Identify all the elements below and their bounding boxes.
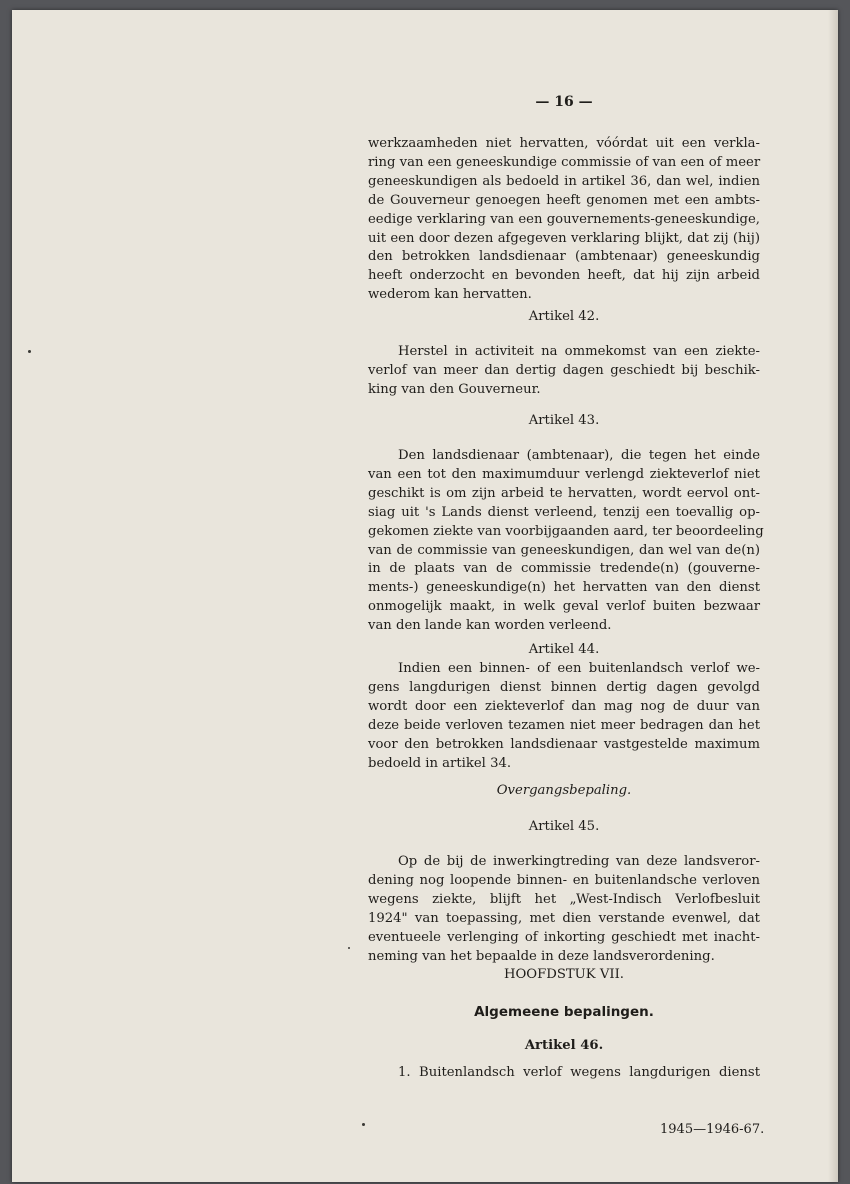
text-line: 1. Buitenlandsch verlof wegens langdurigen dienst — [398, 1065, 760, 1080]
text-line: ring van een geneeskundige commissie of van een of meer — [368, 154, 761, 170]
text-line: onmogelijk maakt, in welk geval verlof buiten bezwaar — [368, 599, 760, 615]
article-43-body — [368, 447, 764, 636]
text-line: king van den Gouverneur. — [368, 381, 541, 397]
article-46-heading: Artikel 46. — [524, 1038, 604, 1053]
article-46-body — [368, 1064, 760, 1083]
transitional-provision-heading: Overgangsbepaling. — [496, 783, 632, 798]
text-line: Herstel in activiteit na ommekomst van een ziekte- — [398, 344, 760, 359]
text-line: gekomen ziekte van voorbijgaanden aard, ter beoordeeling — [368, 523, 764, 539]
text-line: wordt door een ziekteverlof dan mag nog de duur van — [368, 698, 760, 714]
article-44-heading: Artikel 44. — [528, 642, 600, 657]
text-line: in de plaats van de commissie tredende(n) (gouverne- — [368, 561, 760, 577]
article-44-body — [368, 660, 760, 773]
text-line: wederom kan hervatten. — [368, 287, 532, 303]
text-line: uit een door dezen afgegeven verklaring blijkt, dat zij (hij) — [368, 230, 760, 246]
chapter-title: Algemeene bepalingen. — [474, 1004, 654, 1020]
paper-speck — [348, 947, 350, 949]
text-line: deze beide verloven tezamen niet meer bedragen dan het — [368, 717, 760, 733]
article-43-heading: Artikel 43. — [528, 413, 600, 428]
article-45-heading: Artikel 45. — [528, 819, 600, 834]
text-line: wegens ziekte, blijft het „West-Indisch Verlofbesluit — [368, 891, 760, 907]
text-line: gens langdurigen dienst binnen dertig dagen gevolgd — [368, 679, 760, 695]
text-line: dening nog loopende binnen- en buitenlandsche verloven — [368, 872, 760, 888]
text-line: heeft onderzocht en bevonden heeft, dat hij zijn arbeid — [368, 268, 760, 284]
text-line: de Gouverneur genoegen heeft genomen met een ambts- — [368, 192, 760, 208]
text-line: van de commissie van geneeskundigen, dan wel van de(n) — [368, 542, 760, 558]
text-line: eedige verklaring van een gouvernements-geneeskundige, — [368, 211, 760, 227]
text-line: Op de bij de inwerkingtreding van deze landsveror- — [398, 854, 760, 869]
text-line: van den lande kan worden verleend. — [368, 618, 612, 634]
text-line: werkzaamheden niet hervatten, vóórdat uit een verkla- — [368, 136, 760, 151]
text-line: neming van het bepaalde in deze landsverordening. — [368, 948, 715, 964]
page-edge-shadow — [828, 10, 838, 1182]
article-45-body — [368, 853, 760, 966]
chapter-heading: HOOFDSTUK VII. — [504, 967, 624, 982]
document-page — [12, 10, 838, 1182]
text-line: verlof van meer dan dertig dagen geschiedt bij beschik- — [368, 362, 760, 378]
text-line: Indien een binnen- of een buitenlandsch verlof we- — [398, 661, 760, 676]
page-number: — 16 — — [535, 94, 593, 110]
article-42-heading: Artikel 42. — [528, 309, 600, 324]
intro-paragraph — [368, 135, 760, 305]
text-line: voor den betrokken landsdienaar vastgestelde maximum — [368, 736, 760, 752]
text-line: van een tot den maximumduur verlengd ziekteverlof niet — [368, 466, 760, 482]
text-line: siag uit 's Lands dienst verleend, tenzij een toevallig op- — [368, 504, 760, 520]
document-code: 1945—1946-67. — [660, 1122, 765, 1137]
text-line: den betrokken landsdienaar (ambtenaar) geneeskundig — [368, 249, 760, 265]
text-line: geneeskundigen als bedoeld in artikel 36, dan wel, indien — [368, 173, 760, 189]
paper-speck — [28, 350, 31, 353]
text-line: geschikt is om zijn arbeid te hervatten, wordt eervol ont- — [368, 485, 760, 501]
text-line: 1924" van toepassing, met dien verstande evenwel, dat — [368, 910, 760, 926]
text-line: ments-) geneeskundige(n) het hervatten van den dienst — [368, 580, 760, 596]
paper-speck — [362, 1123, 365, 1126]
text-line: Den landsdienaar (ambtenaar), die tegen het einde — [398, 448, 760, 463]
text-line: bedoeld in artikel 34. — [368, 755, 512, 771]
text-line: eventueele verlenging of inkorting geschiedt met inacht- — [368, 929, 760, 945]
article-42-body — [368, 343, 760, 400]
